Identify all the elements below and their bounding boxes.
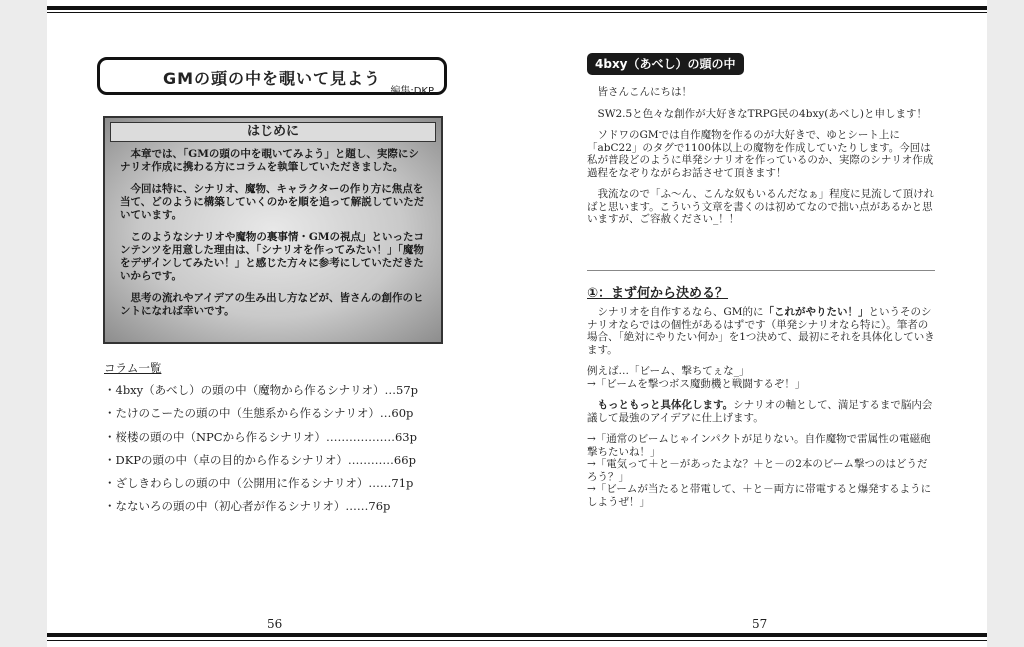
top-rule <box>47 6 987 10</box>
greeting: 皆さんこんにちは！ <box>597 86 692 98</box>
intro-paragraph: 思考の流れやアイデアの生み出し方などが、皆さんの創作のヒントになれば幸いです。 <box>120 292 424 317</box>
section-divider <box>587 270 935 271</box>
column-list-item: ・4bxy（あべし）の頭の中（魔物から作るシナリオ）…57p <box>104 383 419 397</box>
emphasis: もっともっと具体化します。 <box>597 399 734 411</box>
column-list-item: ・ざしきわらしの頭の中（公開用に作るシナリオ）……71p <box>104 476 414 491</box>
article-title: 4bxy（あべし）の頭の中 <box>587 53 744 75</box>
column-list-item: ・なないろの頭の中（初心者が作るシナリオ）……76p <box>104 499 391 514</box>
text-span: シナリオを自作するなら、GM的に <box>597 306 764 318</box>
intro-heading: はじめに <box>110 122 436 142</box>
page-number-right: 57 <box>752 617 768 631</box>
paragraph <box>587 306 937 356</box>
arrow-line: →「通常のビームじゃインパクトが足りない。自作魔物で雷属性の電磁砲撃ちたいね！」 <box>587 433 931 458</box>
page-number-left: 56 <box>267 617 283 631</box>
text-span: シナリオの軸として、満足するまで脳内会議して最強のアイデアに仕上げます。 <box>587 399 933 424</box>
column-list-item: ・たけのこーたの頭の中（生態系から作るシナリオ）…60p <box>104 406 414 421</box>
column-list-item: ・DKPの頭の中（卓の目的から作るシナリオ）…………66p <box>104 452 416 467</box>
column-list-item: ・桜楼の頭の中（NPCから作るシナリオ）………………63p <box>104 429 417 444</box>
intro-paragraph: このようなシナリオや魔物の裏事情・GMの視点」といったコンテンツを用意した理由は、「シナリオを作ってみたい！」「魔物をデザインしてみたい！」と感じた方々に参考にしていただきたいからです。 <box>120 231 424 282</box>
text-span: というそのシナリオならではの個性があるはずです（単発シナリオなら特に）。筆者の場合、「絶対にやりたい何か」を1つ決めて、最初にそれを具体化していきます。 <box>587 306 935 356</box>
arrow-line: →「ビームが当たると帯電して、＋と－両方に帯電すると爆発するようにしようぜ！」 <box>587 483 932 508</box>
arrow-line: →「電気って＋と－があったよな？＋と－の2本のビーム撃つのはどうだろう？」 <box>587 458 928 483</box>
column-list <box>104 383 449 523</box>
book-spread <box>47 0 987 647</box>
intro-paragraph: 本章では、「GMの頭の中を覗いてみよう」と題し、実際にシナリオ作成に携わる方にコラムを執筆していただきました。 <box>120 148 419 173</box>
paragraph: 我流なので「ふ〜ん、こんな奴もいるんだなぁ」程度に見流して頂ければと思います。こういう文章を書くのは初めてなので拙い点があるかと思いますが、ご容赦ください_！！ <box>587 188 935 225</box>
chapter-editor: 編集:DKP <box>390 86 434 97</box>
section-heading: ①：まず何から決める？ <box>587 286 729 301</box>
top-rule-thin <box>47 12 987 13</box>
paragraph: ソドワのGMでは自作魔物を作るのが大好きで、ゆとシート上に「abC22」のタグで1100体以上の魔物を作成していたりします。今回は私が普段どのように単発シナリオを作っているのか、実際のシナリオ作成過程をなぞりながらお話させて頂きます！ <box>587 129 934 179</box>
article-intro <box>587 86 937 226</box>
intro-body <box>120 148 429 327</box>
emphasis: 「これがやりたい！」 <box>763 306 869 318</box>
paragraph: SW2.5と色々な創作が大好きなTRPG民の4bxy(あべし)と申します！ <box>597 107 927 120</box>
column-list-heading: コラム一覧 <box>104 361 162 375</box>
example-line: 例えば…「ビーム、撃ちてぇな_」 <box>587 365 750 377</box>
bottom-rule-thin <box>47 640 987 641</box>
intro-paragraph: 今回は特に、シナリオ、魔物、キャラクターの作り方に焦点を当て、どのように構築していくのかを順を追って解説していただいています。 <box>120 183 425 221</box>
chapter-title: GMの頭の中を覗いて見よう <box>162 69 382 88</box>
chapter-title-box <box>97 57 447 95</box>
section-body <box>587 306 937 508</box>
paragraph <box>587 399 937 424</box>
intro-box <box>103 116 443 344</box>
bottom-rule <box>47 633 987 637</box>
example-line: →「ビームを撃つボス魔動機と戦闘するぞ！」 <box>587 377 806 390</box>
